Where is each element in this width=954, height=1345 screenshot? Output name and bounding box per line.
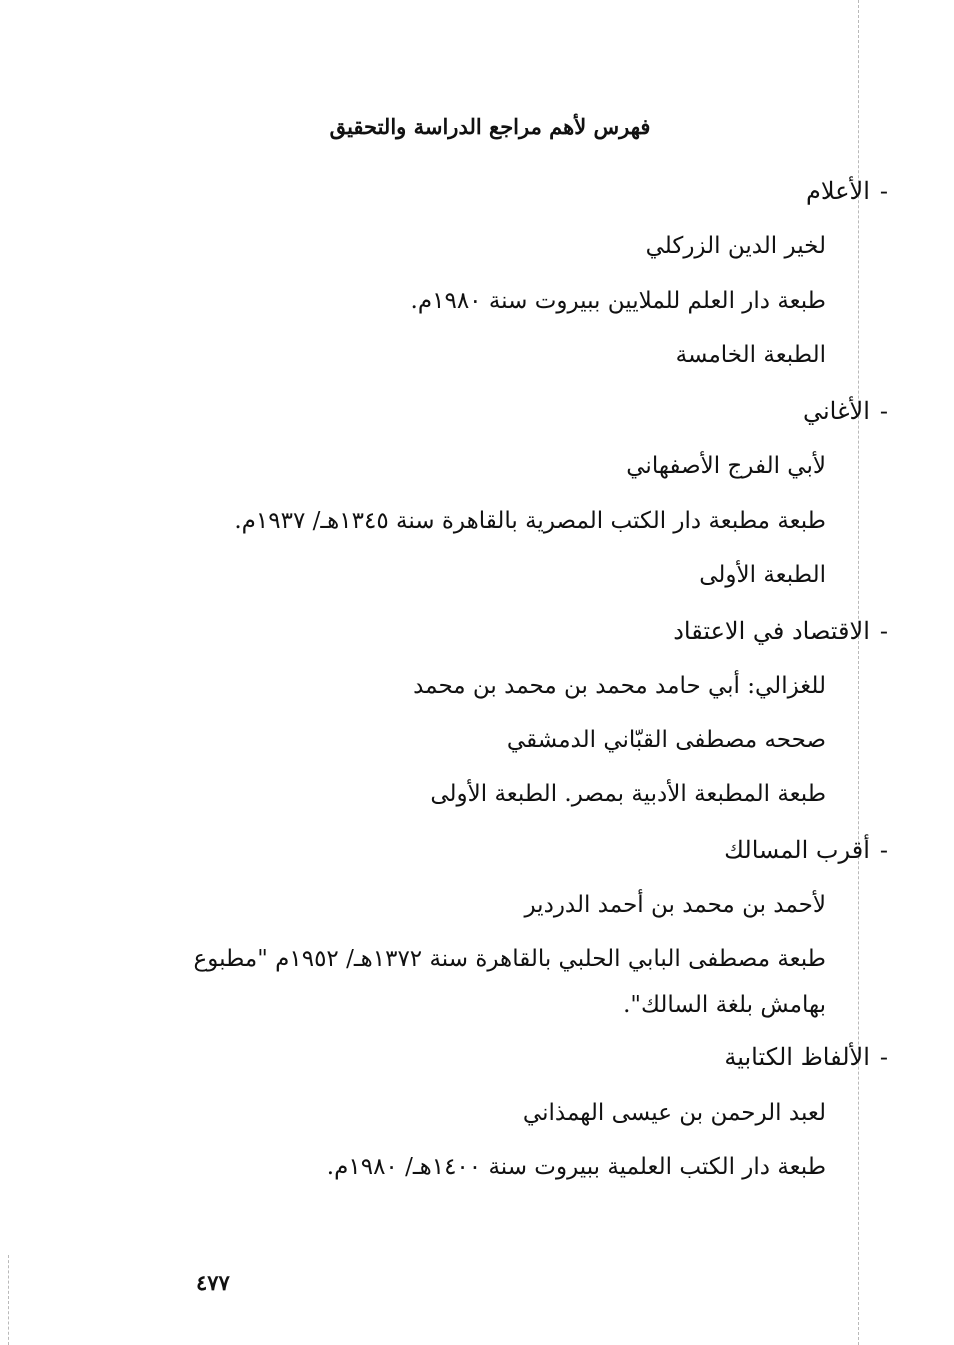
entry-heading — [724, 1040, 888, 1074]
entry-edition: طبعة المطبعة الأدبية بمصر. الطبعة الأولى — [430, 781, 826, 807]
entry-edition: طبعة مصطفى البابي الحلبي بالقاهرة سنة ١٣٧٢هـ/ ١٩٥٢م "مطبوع — [193, 946, 826, 972]
entry-edition: طبعة مطبعة دار الكتب المصرية بالقاهرة سنة ١٣٤٥هـ/ ١٩٣٧م. — [234, 508, 826, 534]
entry-author: للغزالي: أبي حامد محمد بن محمد بن محمد — [413, 673, 826, 699]
entry-heading — [803, 394, 888, 428]
page-number: ٤٧٧ — [196, 1270, 230, 1295]
entry-title: أقرب المسالك — [724, 836, 870, 864]
entry-title: الأغاني — [802, 397, 870, 425]
entry-heading — [673, 614, 888, 648]
entry-title: الاقتصاد في الاعتقاد — [673, 617, 870, 645]
entry-author: لخير الدين الزركلي — [645, 233, 826, 259]
entry-editor: صححه مصطفى القبّاني الدمشقي — [506, 727, 826, 753]
entry-dash: - — [879, 836, 888, 864]
entry-author: لعبد الرحمن بن عيسى الهمذاني — [522, 1100, 826, 1126]
entry-heading — [724, 833, 888, 867]
entry-heading — [806, 174, 888, 208]
entry-dash: - — [879, 1043, 888, 1071]
entry-note: الطبعة الخامسة — [675, 342, 826, 368]
entry-edition-continued: بهامش بلغة السالك". — [623, 992, 826, 1018]
page-title: فهرس لأهم مراجع الدراسة والتحقيق — [329, 114, 651, 139]
entry-dash: - — [879, 617, 888, 645]
entry-note: الطبعة الأولى — [699, 562, 826, 588]
entry-dash: - — [879, 177, 888, 205]
entry-author: لأبي الفرج الأصفهاني — [626, 453, 826, 479]
scan-edge-line — [8, 1255, 9, 1345]
entry-edition: طبعة دار العلم للملايين ببيروت سنة ١٩٨٠م. — [410, 288, 826, 314]
entry-author: لأحمد بن محمد بن أحمد الدردير — [524, 892, 826, 918]
entry-title: الألفاظ الكتابية — [724, 1043, 870, 1071]
entry-edition: طبعة دار الكتب العلمية ببيروت سنة ١٤٠٠هـ/ ١٩٨٠م. — [326, 1154, 826, 1180]
entry-dash: - — [879, 397, 888, 425]
entry-title: الأعلام — [806, 177, 870, 205]
